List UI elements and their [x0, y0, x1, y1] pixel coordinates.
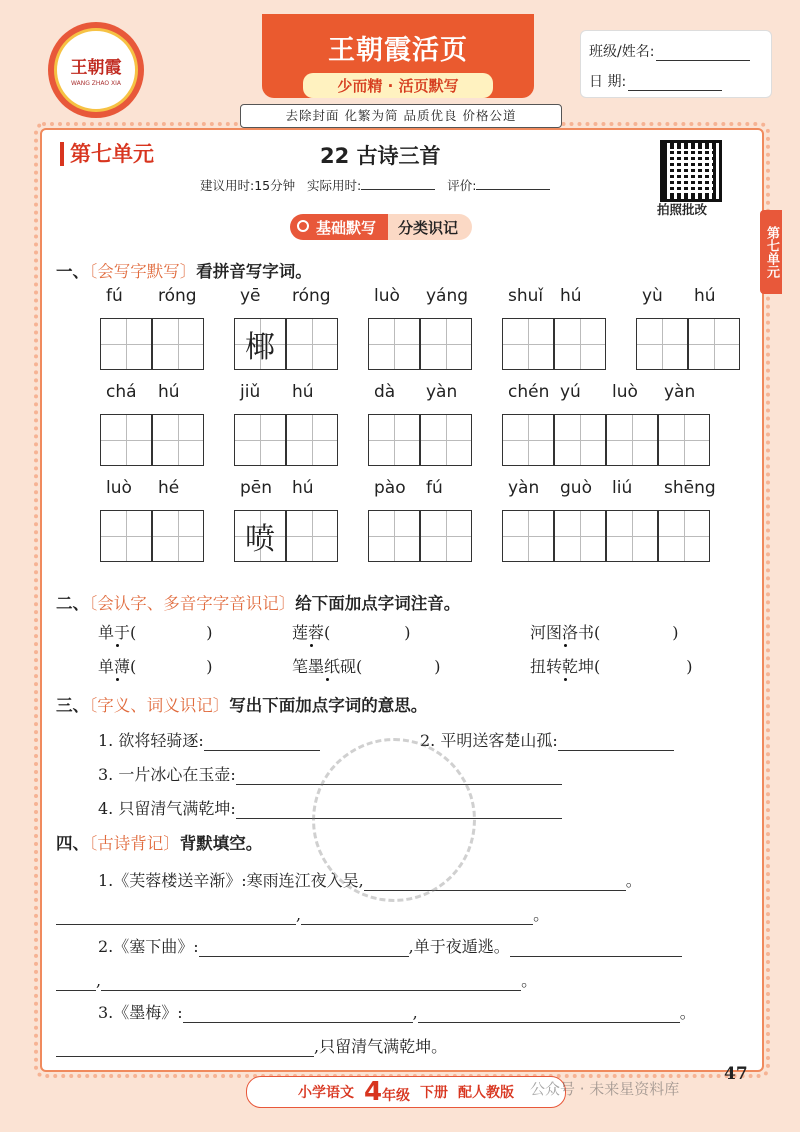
pinyin-label: chén [508, 382, 550, 402]
actual-time-field[interactable] [361, 177, 435, 190]
writing-cell[interactable] [152, 318, 204, 370]
page-number: 47 [724, 1064, 748, 1084]
writing-cell[interactable] [420, 510, 472, 562]
pinyin-label: yú [560, 382, 581, 402]
pinyin-label: hú [560, 286, 582, 306]
s3-answer-1[interactable] [204, 734, 320, 751]
pinyin-label: yáng [426, 286, 469, 306]
writing-cell[interactable] [554, 318, 606, 370]
s4-answer-3[interactable] [301, 908, 533, 925]
writing-cell[interactable] [368, 414, 420, 466]
writing-cell[interactable] [100, 510, 152, 562]
writing-cell[interactable] [502, 414, 554, 466]
section-3-tag: 〔字义、词义识记〕 [89, 696, 230, 715]
cell-character [421, 415, 471, 465]
lesson-title: 22 古诗三首 [320, 144, 441, 168]
cell-character [153, 415, 203, 465]
writing-cell[interactable] [420, 414, 472, 466]
pinyin-label: yē [240, 286, 261, 306]
s4-answer-9[interactable] [418, 1006, 680, 1023]
pinyin-label: fú [426, 478, 443, 498]
s3-answer-2[interactable] [558, 734, 674, 751]
section-3-text: 写出下面加点字词的意思。 [229, 696, 428, 715]
pinyin-label: hú [292, 382, 314, 402]
writing-cell[interactable] [234, 510, 286, 562]
pinyin-label: yàn [664, 382, 696, 402]
writing-cell[interactable] [658, 510, 710, 562]
cell-character [503, 415, 553, 465]
writing-cell[interactable] [152, 510, 204, 562]
writing-cell[interactable] [286, 510, 338, 562]
cell-character [637, 319, 687, 369]
brand-logo [48, 22, 144, 118]
cell-character [153, 319, 203, 369]
s4-answer-10[interactable] [56, 1040, 314, 1057]
class-name-field[interactable] [656, 46, 750, 61]
section-2-heading: 二、〔会认字、多音字字音识记〕给下面加点字词注音。 [56, 594, 461, 613]
student-info-box [580, 30, 772, 98]
actual-time-label: 实际用时: [307, 178, 362, 193]
cell-character [153, 511, 203, 561]
writing-cell[interactable] [502, 318, 554, 370]
writing-cell[interactable] [234, 318, 286, 370]
pinyin-label: guò [560, 478, 592, 498]
pinyin-label: chá [106, 382, 137, 402]
pinyin-label: luò [612, 382, 638, 402]
class-name-label: 班级/姓名: [589, 44, 655, 60]
writing-cell[interactable] [234, 414, 286, 466]
pinyin-label: róng [158, 286, 197, 306]
pinyin-label: yàn [426, 382, 458, 402]
section-3-heading: 三、〔字义、词义识记〕写出下面加点字词的意思。 [56, 696, 428, 715]
eval-field[interactable] [476, 177, 550, 190]
section-1-heading: 一、〔会写字默写〕看拼音写字词。 [56, 262, 312, 281]
cell-character: 喷 [245, 522, 275, 557]
pill-category: 分类识记 [388, 214, 472, 240]
footer-subject: 小学语文 [297, 1085, 354, 1101]
title-banner [262, 14, 534, 98]
banner-subtitle: 少而精 · 活页默写 [303, 73, 493, 98]
writing-cell[interactable] [368, 318, 420, 370]
writing-cell[interactable] [100, 318, 152, 370]
watermark-stamp [312, 738, 476, 902]
s2-item-4: 单薄( ) [98, 657, 213, 676]
writing-cell[interactable] [688, 318, 740, 370]
cell-character [421, 511, 471, 561]
slogan: 去除封面 化繁为简 品质优良 价格公道 [240, 104, 562, 128]
s4-answer-5[interactable] [510, 940, 682, 957]
banner-title: 王朝霞活页 [328, 35, 468, 66]
footer-edition: 配人教版 [458, 1085, 515, 1101]
section-1-text: 看拼音写字词。 [196, 262, 312, 281]
section-1-tag: 〔会写字默写〕 [89, 262, 197, 281]
qr-label: 拍照批改 [657, 202, 708, 217]
section-2-text: 给下面加点字词注音。 [295, 594, 461, 613]
writing-cell[interactable] [502, 510, 554, 562]
s4-line-2b: , 。 [56, 968, 537, 991]
s4-answer-7[interactable] [101, 974, 521, 991]
pinyin-label: liú [612, 478, 633, 498]
side-unit-tab: 第七单元 [760, 210, 782, 294]
cell-character [369, 511, 419, 561]
cell-character [101, 511, 151, 561]
cell-character [607, 511, 657, 561]
watermark-text: 公众号 · 未来星资料库 [530, 1080, 680, 1098]
cell-character [659, 511, 709, 561]
s2-item-2: 莲蓉( ) [292, 623, 411, 642]
s4-line-3b: ,只留清气满乾坤。 [56, 1034, 447, 1057]
footer-volume: 下册 [420, 1085, 449, 1101]
writing-cell[interactable] [554, 510, 606, 562]
s2-item-3: 河图洛书( ) [530, 623, 679, 642]
cell-character [555, 511, 605, 561]
writing-cell[interactable] [152, 414, 204, 466]
s2-item-5: 笔墨纸砚( ) [292, 657, 441, 676]
s4-answer-2[interactable] [56, 908, 296, 925]
pinyin-label: luò [374, 286, 400, 306]
cell-character [287, 319, 337, 369]
suggested-time: 建议用时:15分钟 [200, 178, 296, 193]
cell-character [503, 511, 553, 561]
pinyin-label: pēn [240, 478, 273, 498]
s4-line-1b: , 。 [56, 902, 549, 925]
writing-cell[interactable] [420, 318, 472, 370]
writing-cell[interactable] [554, 414, 606, 466]
cell-character [689, 319, 739, 369]
s3-item-4: 4. 只留清气满乾坤: [98, 796, 562, 819]
cell-character [101, 319, 151, 369]
cell-character [659, 415, 709, 465]
s4-line-3: 3.《墨梅》: , 。 [98, 1003, 696, 1022]
s3-item-3: 3. 一片冰心在玉壶: [98, 762, 562, 785]
logo-sub: WANG ZHAO XIA [71, 80, 121, 87]
writing-cell[interactable] [606, 414, 658, 466]
pinyin-label: hú [292, 478, 314, 498]
section-4-text: 背默填空。 [179, 834, 263, 853]
pinyin-label: jiǔ [240, 382, 261, 402]
s2-item-6: 扭转乾坤( ) [530, 657, 693, 676]
date-field[interactable] [628, 76, 722, 91]
section-4-heading: 四、〔古诗背记〕背默填空。 [56, 834, 263, 853]
pinyin-label: shēng [664, 478, 716, 498]
pinyin-label: pào [374, 478, 406, 498]
qr-code-icon[interactable] [660, 140, 722, 202]
s4-answer-4[interactable] [199, 940, 409, 957]
cell-character [607, 415, 657, 465]
writing-cell[interactable] [636, 318, 688, 370]
footer-grade-num: 4 [363, 1077, 383, 1107]
writing-cell[interactable] [658, 414, 710, 466]
cell-character [555, 319, 605, 369]
pinyin-label: hé [158, 478, 180, 498]
section-4-tag: 〔古诗背记〕 [89, 834, 180, 853]
cell-character: 椰 [245, 330, 275, 365]
s2-item-1: 单于( ) [98, 623, 213, 642]
logo-text: 王朝霞 [70, 58, 122, 78]
footer-badge [246, 1076, 566, 1108]
pinyin-label: hú [694, 286, 716, 306]
date-label: 日 期: [589, 74, 627, 90]
s3-item-2: 2. 平明送客楚山孤: [420, 728, 674, 751]
cell-character [287, 415, 337, 465]
pinyin-label: fú [106, 286, 123, 306]
s4-line-2: 2.《塞下曲》: ,单于夜遁逃。 [98, 934, 682, 957]
pinyin-label: shuǐ [508, 286, 544, 306]
pinyin-label: yàn [508, 478, 540, 498]
s4-line-1: 1.《芙蓉楼送辛渐》:寒雨连江夜入吴, 。 [98, 871, 642, 890]
cell-character [555, 415, 605, 465]
category-pill [290, 214, 472, 240]
cell-character [369, 415, 419, 465]
s4-answer-6[interactable] [56, 974, 96, 991]
time-row [200, 176, 550, 194]
pinyin-label: yù [642, 286, 663, 306]
pinyin-label: luò [106, 478, 132, 498]
footer-grade: 年级 [382, 1088, 411, 1104]
writing-cell[interactable] [368, 510, 420, 562]
s4-answer-8[interactable] [183, 1006, 413, 1023]
writing-cell[interactable] [606, 510, 658, 562]
cell-character [101, 415, 151, 465]
unit-title: 第七单元 [60, 142, 154, 166]
pill-basic: 基础默写 [290, 214, 388, 240]
writing-cell[interactable] [286, 414, 338, 466]
cell-character [503, 319, 553, 369]
s3-item-1: 1. 欲将轻骑逐: [98, 728, 320, 751]
section-2-tag: 〔会认字、多音字字音识记〕 [89, 594, 296, 613]
cell-character [421, 319, 471, 369]
pinyin-label: róng [292, 286, 331, 306]
pinyin-label: hú [158, 382, 180, 402]
pinyin-label: dà [374, 382, 396, 402]
cell-character [235, 415, 285, 465]
writing-cell[interactable] [100, 414, 152, 466]
cell-character [287, 511, 337, 561]
writing-cell[interactable] [286, 318, 338, 370]
cell-character [369, 319, 419, 369]
eval-label: 评价: [447, 178, 477, 193]
